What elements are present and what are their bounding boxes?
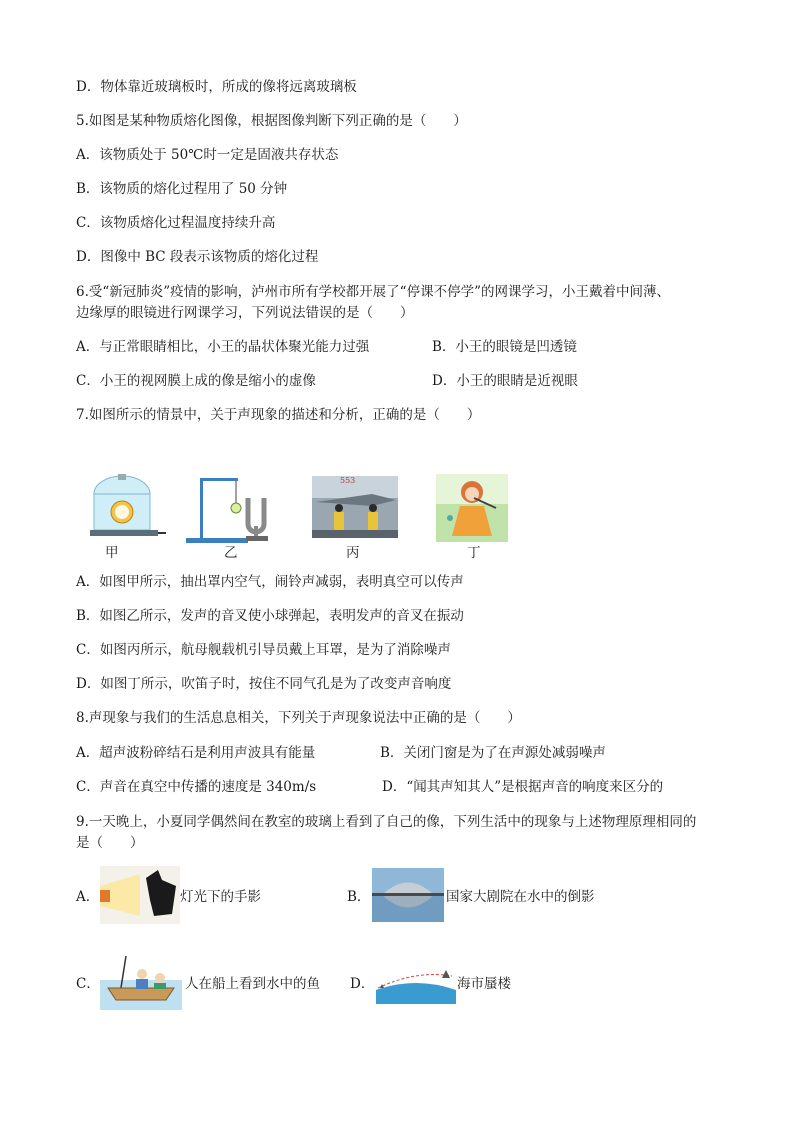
q9-option-a-label: 灯光下的手影 [180,889,261,905]
q6-option-b: B．小王的眼镜是凹透镜 [432,339,577,355]
figure-caption-ding: 丁 [467,545,481,561]
q5-option-c: C．该物质熔化过程温度持续升高 [76,215,276,231]
q6-option-c: C．小王的视网膜上成的像是缩小的虚像 [76,373,316,389]
q8-option-c: C．声音在真空中传播的速度是 340m/s [76,779,317,795]
q9-option-c-letter: C． [76,976,100,992]
q6-option-a: A．与正常眼睛相比，小王的晶状体聚光能力过强 [76,339,370,355]
figure-caption-jia: 甲 [105,545,119,561]
q5-option-a: A．该物质处于 50℃时一定是固液共存状态 [76,147,339,163]
q7-option-d: D．如图丁所示，吹笛子时，按住不同气孔是为了改变声音响度 [76,676,452,692]
jet-number: 553 [340,476,356,485]
q7-stem: 7.如图所示的情景中，关于声现象的描述和分析，正确的是（ ） [76,407,481,423]
q6-stem-line1: 6.受“新冠肺炎”疫情的影响，泸州市所有学校都开展了“停课不停学”的网课学习，小王戴着中间薄、 [76,284,670,300]
mirage-figure [376,964,456,1004]
q9-option-a-letter: A． [76,889,100,905]
q7-option-c: C．如图丙所示，航母舰载机引导员戴上耳罩，是为了消除噪声 [76,642,451,658]
q9-option-b-label: 国家大剧院在水中的倒影 [446,889,595,905]
q9-option-c-label: 人在船上看到水中的鱼 [185,976,320,992]
bell-jar-figure [86,474,166,542]
q7-option-b: B．如图乙所示，发声的音叉使小球弹起，表明发声的音叉在振动 [76,608,464,624]
q6-stem-line2: 边缘厚的眼镜进行网课学习，下列说法错误的是（ ） [76,305,414,321]
figure-caption-yi: 乙 [224,545,238,561]
q5-option-d: D．图像中 BC 段表示该物质的熔化过程 [76,249,319,265]
q5-option-b: B．该物质的熔化过程用了 50 分钟 [76,181,288,197]
q8-option-a: A．超声波粉碎结石是利用声波具有能量 [76,745,316,761]
q5-stem: 5.如图是某种物质熔化图像，根据图像判断下列正确的是（ ） [76,113,467,129]
flute-player-figure [436,474,508,542]
q7-option-a: A．如图甲所示，抽出罩内空气，闹铃声减弱，表明真空可以传声 [76,574,464,590]
q4-option-d: D．物体靠近玻璃板时，所成的像将远离玻璃板 [76,79,357,95]
q9-option-d-label: 海市蜃楼 [457,976,511,992]
q9-option-d-letter: D． [350,976,375,992]
boat-fishing-figure [100,950,182,1010]
grand-theater-figure [372,868,444,922]
q8-option-d: D．“闻其声知其人”是根据声音的响度来区分的 [382,779,664,795]
figure-caption-bing: 丙 [346,545,360,561]
q8-stem: 8.声现象与我们的生活息息相关，下列关于声现象说法中正确的是（ ） [76,710,521,726]
tuning-fork-figure [186,474,274,544]
q9-stem-line2: 是（ ） [76,835,144,851]
q8-option-b: B．关闭门窗是为了在声源处减弱噪声 [380,745,606,761]
hand-shadow-figure [100,866,180,924]
q6-option-d: D．小王的眼睛是近视眼 [432,373,578,389]
q9-stem-line1: 9.一天晚上，小夏同学偶然间在教室的玻璃上看到了自己的像，下列生活中的现象与上述物理原理相同的 [76,814,697,830]
q9-option-b-letter: B． [347,889,371,905]
